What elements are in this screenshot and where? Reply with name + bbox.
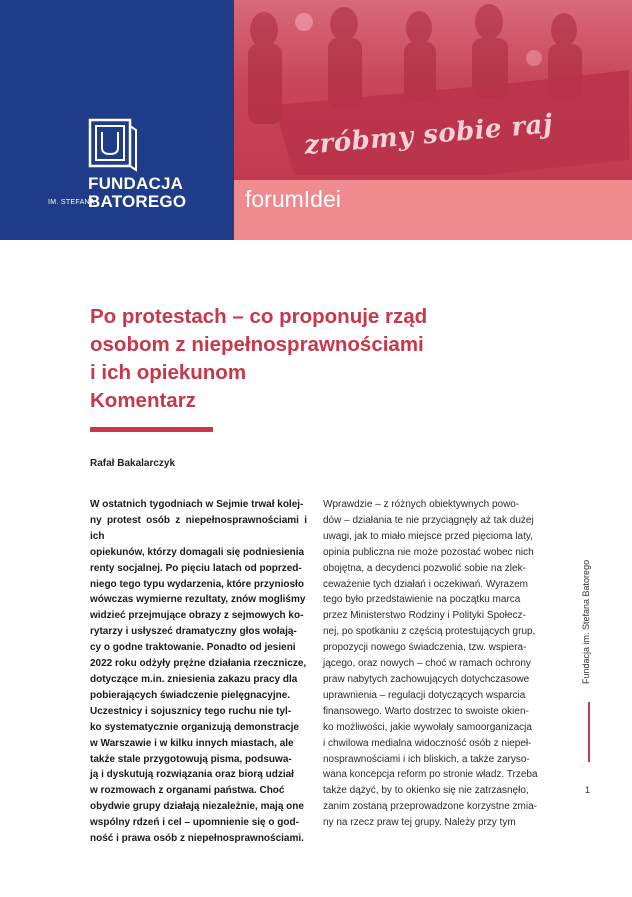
title-line-subtitle: Komentarz <box>90 389 196 412</box>
text-line: ny na rzecz praw tej grupy. Należy przy tym <box>323 817 516 829</box>
text-line: dotyczące m.in. zniesienia zakazu pracy dla <box>90 673 298 685</box>
foundation-logo-icon <box>88 118 138 172</box>
text-line: obojętna, a decydenci pozwolić sobie na zlek- <box>323 562 526 574</box>
text-line: ność i prawa osób z niepełnosprawnościami. <box>90 833 304 845</box>
header-photo <box>234 0 632 180</box>
text-line: cy o godne traktowanie. Ponadto od jesieni <box>90 642 296 654</box>
author-name: Rafał Bakalarczyk <box>90 458 176 469</box>
text-line: wana koncepcja reform po stronie władz. Trzeba <box>323 769 538 781</box>
text-line: uprawnienia – regulacji dotyczących wsparcia <box>323 689 526 701</box>
text-line: finansowego. Warto dostrzec to swoiste okien- <box>323 705 529 717</box>
text-line: ko systematycznie organizują demonstracje <box>90 721 299 733</box>
header-logo-panel <box>0 0 234 240</box>
logo-line-fundacja: FUNDACJA <box>88 174 184 193</box>
text-line: uwagi, jak to miało miejsce przed pięcioma laty, <box>323 530 533 542</box>
text-line: renty socjalnej. Po pięciu latach od poprzed- <box>90 562 302 574</box>
banner-slogan: zróbmy sobie raj <box>303 109 555 161</box>
side-divider <box>588 702 590 762</box>
text-line: niego tego typu wydarzenia, które przyniosło <box>90 578 304 590</box>
page-title <box>90 303 510 415</box>
text-line: także dążyć, by to okienko się nie zatrzasnęło, <box>323 785 529 797</box>
series-strip <box>234 180 632 240</box>
text-line: praw nabytych zachowujących dotychczasowe <box>323 673 530 685</box>
title-line: Po protestach – co proponuje rząd <box>90 305 428 328</box>
logo-small-text: IM. STEFANA <box>48 199 95 206</box>
lead-column <box>90 497 307 847</box>
text-line: obydwie grupy działają niezależnie, mają one <box>90 801 304 813</box>
text-line: przez Ministerstwo Rodziny i Polityki Społecz- <box>323 610 526 622</box>
text-line: propozycji nowego świadczenia, tzw. wspiera- <box>323 642 527 654</box>
series-label: forumIdei <box>245 186 341 212</box>
side-footer-label: Fundacja im. Stefana Batorego <box>581 559 591 684</box>
text-line: Uczestnicy i sojusznicy tego ruchu nie tyl- <box>90 705 292 717</box>
text-line: dów – działania te nie przyciągnęły aż tak dużej <box>323 514 534 526</box>
logo-line-batorego: BATOREGO <box>88 192 187 211</box>
title-divider <box>90 427 213 432</box>
title-line: i ich opiekunom <box>90 361 247 384</box>
text-line: nej, po spotkaniu z częścią protestujących grup, <box>323 626 536 638</box>
text-line: nosprawnościami i ich bliskich, a także zaryso- <box>323 753 530 765</box>
logo-wordmark <box>88 176 186 210</box>
text-line: opinia publiczna nie może pozostać wobec nich <box>323 546 534 558</box>
text-line: ny protest osób z niepełnosprawnościami i ich <box>90 514 307 542</box>
text-line: jącego, oraz nowych – choć w ramach ochrony <box>323 658 531 670</box>
text-line: W ostatnich tygodniach w Sejmie trwał kolej- <box>90 499 304 510</box>
title-line: osobom z niepełnosprawnościami <box>90 333 424 356</box>
text-line: Wprawdzie – z różnych obiektywnych powo- <box>323 499 520 510</box>
text-line: i chwilowa medialna widoczność osób z niepeł- <box>323 737 532 749</box>
text-line: tego było przedstawienie na początku marca <box>323 594 521 606</box>
body-column <box>323 497 543 831</box>
text-line: pobierających świadczenie pielęgnacyjne. <box>90 689 291 701</box>
text-line: w Warszawie i w kilku innych miastach, ale <box>90 737 294 749</box>
text-line: 2022 roku odżyły prężne działania rzecznicze, <box>90 658 307 670</box>
text-line: widzieć przejmujące obrazy z sejmowych ko- <box>90 610 304 622</box>
text-line: wówczas wymierne rezultaty, znów mogliśmy <box>90 594 306 606</box>
protest-photo-illustration <box>234 0 632 180</box>
text-line: opiekunów, którzy domagali się podniesienia <box>90 546 305 558</box>
text-line: także stale przygotowują pisma, podsuwa- <box>90 753 292 765</box>
page-number: 1 <box>585 785 591 795</box>
text-line: ko możliwości, jakie wywołały samoorganizacja <box>323 721 532 733</box>
text-line: w rozmowach z organami państwa. Choć <box>90 785 285 797</box>
text-line: ją i dyskutują rozwiązania oraz biorą udział <box>90 769 294 781</box>
text-line: ceważenie tych działań i oczekiwań. Wyrazem <box>323 578 528 590</box>
text-line: rytarzy i usłyszeć dramatyczny głos wołają- <box>90 626 297 638</box>
text-line: zanim zostaną przeprowadzone korzystne zmia- <box>323 801 537 813</box>
text-line: wspólny rdzeń i cel – upomnienie się o god- <box>90 817 299 829</box>
